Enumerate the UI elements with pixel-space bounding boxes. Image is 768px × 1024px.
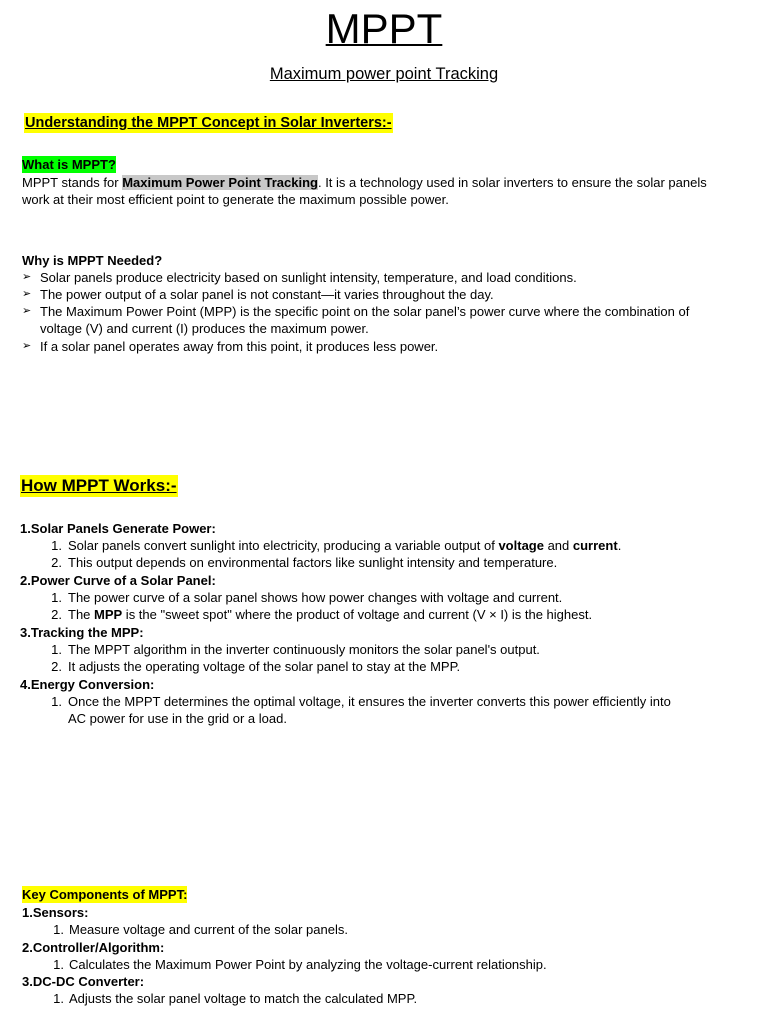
why-bullet-3: [0, 303, 768, 337]
bold-term: current: [572, 538, 618, 553]
list-number: 1.: [51, 694, 62, 709]
how-step-3-item-1-text: The MPPT algorithm in the inverter continuously monitors the solar panel's output.: [68, 642, 540, 657]
what-is-highlight: Maximum Power Point Tracking: [122, 175, 318, 190]
why-bullet-1: [0, 269, 768, 286]
text-segment: and: [543, 538, 573, 553]
how-step-4-heading: 4.Energy Conversion:: [20, 677, 155, 692]
how-step-1-item-1-text: [68, 537, 621, 554]
text-segment: is the "sweet spot" where the product of voltage and current (V × I) is the highest.: [122, 607, 593, 622]
arrow-bullet-icon: ➢: [22, 271, 32, 283]
component-2-item-1-text: Calculates the Maximum Power Point by analyzing the voltage-current relationship.: [69, 957, 547, 972]
what-is-post: . It is a technology used in solar inverters to ensure the solar panels: [317, 175, 707, 190]
what-is-heading: What is MPPT?: [22, 157, 116, 172]
why-needed-heading: Why is MPPT Needed?: [22, 253, 163, 268]
list-number: 1.: [51, 642, 62, 657]
how-step-4-item-1-line-2: AC power for use in the grid or a load.: [68, 711, 287, 726]
how-step-2-heading: 2.Power Curve of a Solar Panel:: [20, 573, 216, 588]
component-1-item-1-text: Measure voltage and current of the solar panels.: [69, 922, 348, 937]
component-3-heading: 3.DC-DC Converter:: [22, 974, 145, 989]
why-bullet-2: [0, 286, 768, 303]
how-step-1-item-2-text: This output depends on environmental factors like sunlight intensity and temperature.: [68, 555, 558, 570]
how-step-3-item-2-text: It adjusts the operating voltage of the solar panel to stay at the MPP.: [68, 659, 461, 674]
text-segment: .: [617, 538, 622, 553]
how-step-2-item-2: [0, 606, 768, 623]
arrow-bullet-icon: ➢: [22, 340, 32, 352]
list-number: 1.: [53, 922, 64, 937]
why-bullet-3-line-1: The Maximum Power Point (MPP) is the specific point on the solar panel’s power curve where the combination of: [40, 304, 690, 319]
how-step-1-heading: 1.Solar Panels Generate Power:: [20, 521, 216, 536]
key-components-heading: Key Components of MPPT:: [22, 887, 188, 902]
why-bullet-4: [0, 338, 768, 355]
component-1-item-1: [0, 921, 768, 938]
what-is-line-1: [22, 174, 707, 191]
text-segment: The: [68, 607, 95, 622]
arrow-bullet-icon: ➢: [22, 288, 32, 300]
what-is-pre: MPPT stands for: [22, 175, 123, 190]
how-step-4-item-1-line-1: Once the MPPT determines the optimal voltage, it ensures the inverter converts this power efficiently into: [68, 694, 671, 709]
list-number: 1.: [53, 957, 64, 972]
how-step-2-item-1: [0, 589, 768, 606]
list-number: 2.: [51, 659, 62, 674]
why-bullet-3-line-2: voltage (V) and current (I) produces the maximum power.: [40, 321, 369, 336]
how-step-3-heading: 3.Tracking the MPP:: [20, 625, 144, 640]
page-subtitle: Maximum power point Tracking: [269, 65, 499, 83]
component-3-item-1: [0, 990, 768, 1007]
bold-term: voltage: [498, 538, 544, 553]
why-bullet-1-text: Solar panels produce electricity based on sunlight intensity, temperature, and load conditions.: [40, 270, 577, 285]
what-is-line-2: work at their most efficient point to generate the maximum possible power.: [22, 192, 449, 207]
arrow-bullet-icon: ➢: [22, 305, 32, 317]
list-number: 1.: [51, 590, 62, 605]
bold-term: MPP: [94, 607, 123, 622]
component-2-heading: 2.Controller/Algorithm:: [22, 940, 165, 955]
component-3-item-1-text: Adjusts the solar panel voltage to match the calculated MPP.: [69, 991, 418, 1006]
list-number: 1.: [53, 991, 64, 1006]
list-number: 1.: [51, 538, 62, 553]
why-bullet-4-text: If a solar panel operates away from this point, it produces less power.: [40, 339, 439, 354]
page-title: MPPT: [325, 5, 443, 52]
understanding-heading: Understanding the MPPT Concept in Solar Inverters:-: [25, 115, 392, 131]
why-bullet-2-text: The power output of a solar panel is not constant—it varies throughout the day.: [40, 287, 494, 302]
how-step-2-item-2-text: [68, 606, 592, 623]
list-number: 2.: [51, 555, 62, 570]
how-step-1-item-1: [0, 537, 768, 554]
component-2-item-1: [0, 956, 768, 973]
list-number: 2.: [51, 607, 62, 622]
how-step-3-item-1: [0, 641, 768, 658]
how-step-1-item-2: [0, 554, 768, 571]
how-step-2-item-1-text: The power curve of a solar panel shows how power changes with voltage and current.: [68, 590, 563, 605]
how-step-4-item-1: [0, 693, 768, 727]
text-segment: Solar panels convert sunlight into electricity, producing a variable output of: [68, 538, 499, 553]
how-step-3-item-2: [0, 658, 768, 675]
how-heading: How MPPT Works:-: [21, 476, 177, 495]
component-1-heading: 1.Sensors:: [22, 905, 89, 920]
